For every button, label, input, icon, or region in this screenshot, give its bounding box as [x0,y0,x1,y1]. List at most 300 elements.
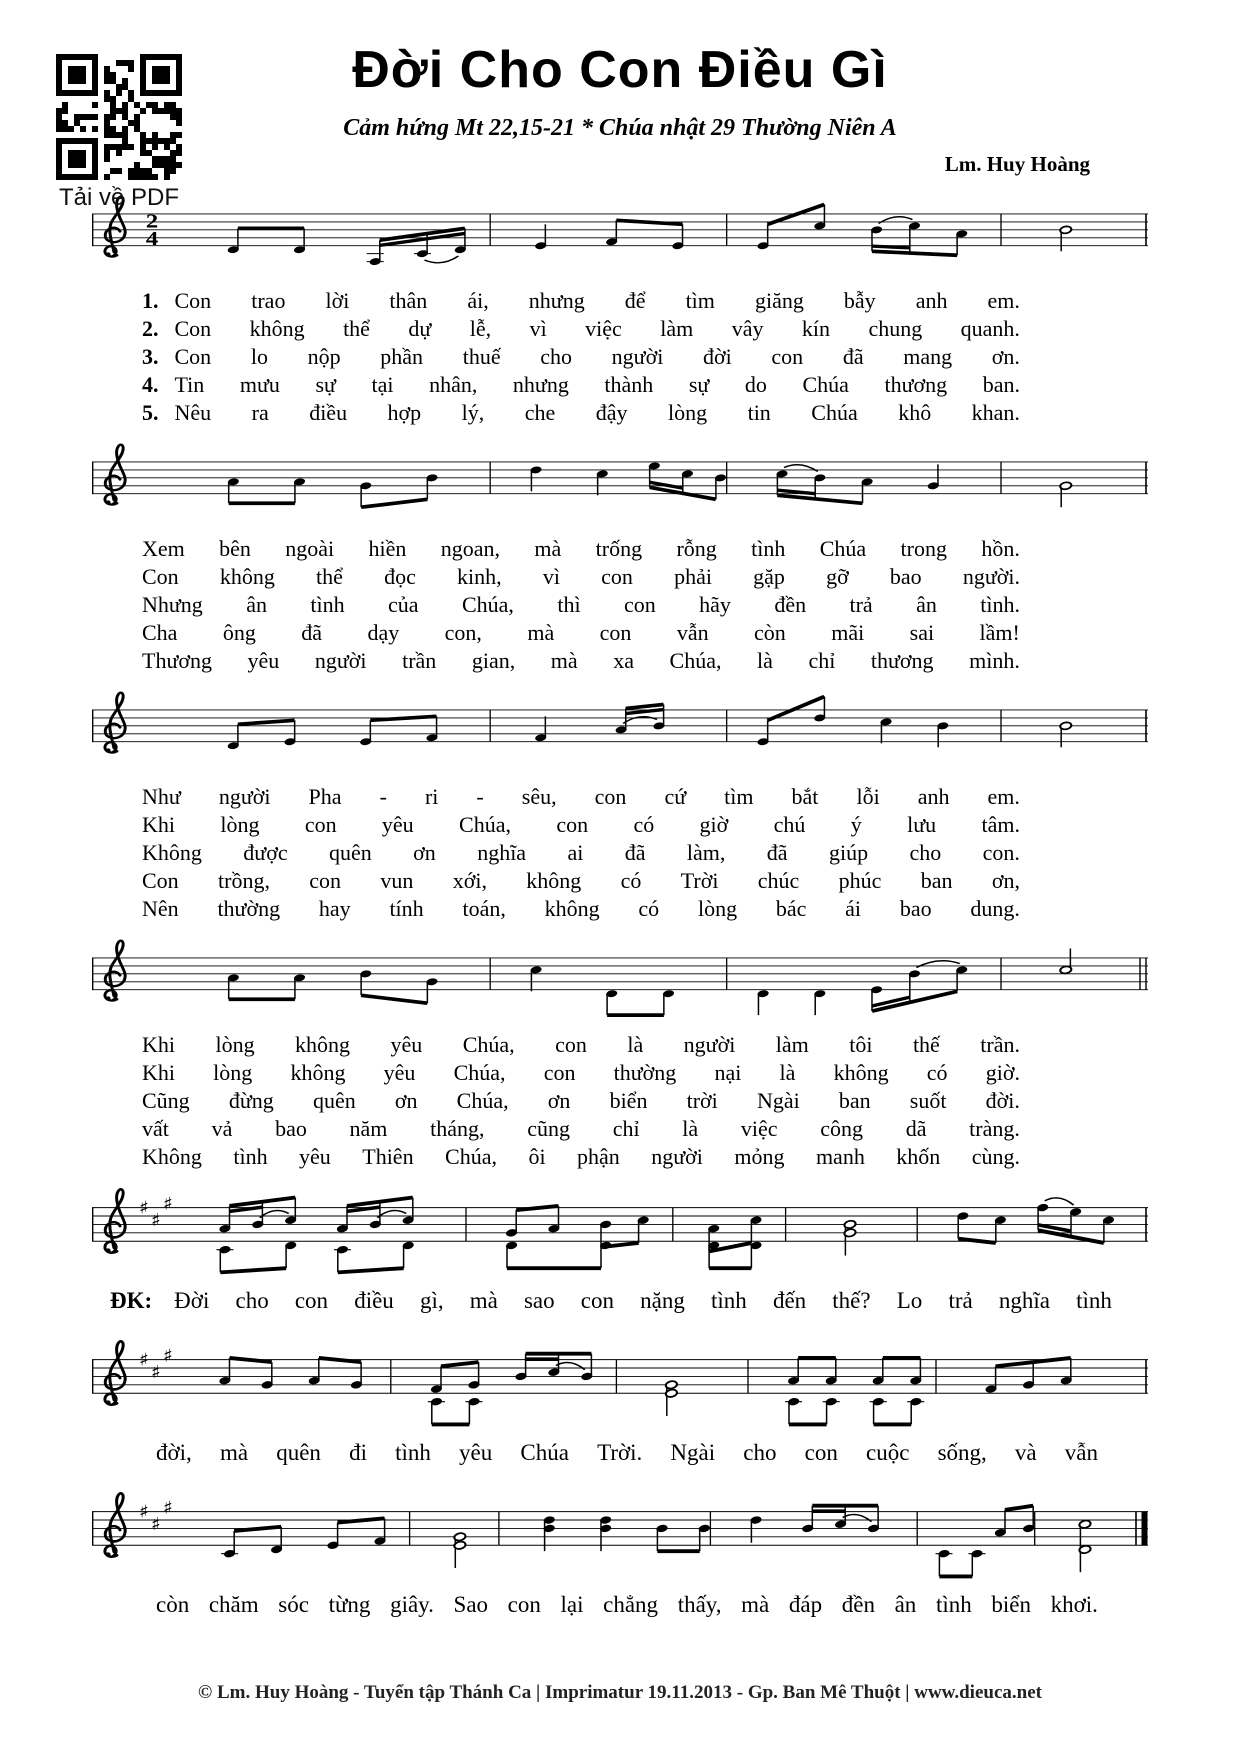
lyric-words [175,371,1021,399]
tie-slur [377,1211,406,1218]
lyric-words [142,535,1020,563]
lyric-word: giăng [754,288,804,314]
lyric-word: sự [688,372,710,398]
lyric-word: nặng [640,1288,685,1314]
lyric-word: ai [567,840,584,866]
lyric-word: đến [772,1288,807,1314]
lyric-word: Chúa, [461,592,514,618]
lyric-word: Sao [453,1592,489,1618]
lyric-word: nghĩa [477,840,527,866]
sharp-icon: ♯ [150,1209,162,1231]
lyric-line [142,563,1020,591]
lyric-word: Con [174,344,212,370]
lyric-words [142,1115,1020,1143]
lyric-word: làm [775,1032,809,1058]
lyric-words [156,1439,1098,1467]
lyric-line [142,619,1020,647]
lyric-line [142,1059,1020,1087]
lyric-word: Chúa [802,372,849,398]
lyric-word: cho [235,1288,269,1314]
lyric-word: cho [909,840,942,866]
treble-clef-icon [105,1493,125,1556]
lyric-word: ri [424,784,439,810]
lyric-word: không [833,1060,889,1086]
lyric-word: nghĩa [998,1288,1050,1314]
lyric-word: yêu [383,1060,416,1086]
lyric-word: không [544,896,600,922]
lyric-word: Chúa, [462,1032,515,1058]
lyric-line [142,1031,1020,1059]
lyric-word: của [388,592,419,618]
lyric-word: chỉ [808,648,836,674]
lyric-word: đừng [228,1088,274,1114]
lyric-word: trả [948,1288,973,1314]
lyric-word: hiền [368,536,407,562]
lyric-word: cứ [664,784,687,810]
lyric-word: lý, [461,400,485,426]
lyric-words [142,1031,1020,1059]
lyric-word: trần. [980,1032,1020,1058]
lyric-word: Thương [142,648,212,674]
lyric-word: ân [246,592,267,618]
lyric-word: đã [766,840,788,866]
lyric-word: ái [845,896,862,922]
sharp-icon: ♯ [162,1497,174,1519]
lyric-word: được [243,840,288,866]
lyric-word: ban [920,868,953,894]
music-system-4 [92,931,1148,1171]
lyric-word: quên [312,1088,356,1114]
lyric-word: con [623,592,656,618]
lyric-words [142,1059,1020,1087]
lyric-word: Con [142,564,179,590]
half-note [453,1532,466,1542]
lyric-word: thế? [832,1288,871,1314]
lyric-word: vun [380,868,414,894]
lyric-word: lời [325,288,350,314]
lyric-word: Chúa, [456,1088,509,1114]
lyric-line [142,343,1020,371]
treble-clef-icon [105,1189,125,1252]
lyric-words [142,563,1020,591]
lyric-word: tình [935,1592,972,1618]
lyric-word: chúc [757,868,800,894]
lyric-word: hồn. [981,536,1020,562]
lyric-line [142,591,1020,619]
lyric-word: trần [402,648,437,674]
lyric-word: gỡ [826,564,849,590]
lyric-word: Khi [142,1060,175,1086]
lyric-line [142,1087,1020,1115]
lyric-word: con [599,620,632,646]
lyric-line [142,315,1020,343]
lyric-word: thì [557,592,581,618]
lyric-word: Nhưng [142,592,203,618]
lyric-word: hợp [387,400,422,426]
composer-name: Lm. Huy Hoàng [944,152,1090,177]
lyric-words [142,839,1020,867]
lyric-word: nhân, [429,372,478,398]
music-systems [92,187,1148,1623]
staff-system-2 [92,435,1148,535]
lyric-word: chỉ [612,1116,640,1142]
lyric-word: bên [219,536,251,562]
lyric-word: dạy [367,620,400,646]
lyric-line [142,647,1020,675]
lyric-line [142,783,1020,811]
lyric-word: thường [613,1060,677,1086]
lyric-words [175,287,1021,315]
lyric-word: cho [743,1440,777,1466]
lyric-word: năm [349,1116,388,1142]
lyric-line [110,1287,1112,1319]
music-system-5 [92,1179,1148,1319]
lyric-word: tình [310,592,345,618]
lyric-word: toán, [462,896,506,922]
lyric-word: Tin [174,372,205,398]
lyric-word: xa [613,648,634,674]
half-note [1059,481,1072,490]
lyric-word: ban. [982,372,1020,398]
lyric-word: đời. [985,1088,1020,1114]
music-system-7 [92,1483,1148,1623]
lyric-word: anh [915,288,948,314]
lyric-word: đọc [384,564,416,590]
lyric-word: thế [912,1032,940,1058]
lyric-word: tại [371,372,394,398]
lyric-word: Cũng [142,1088,190,1114]
lyric-word: mang [903,344,953,370]
lyric-word: che [524,400,556,426]
treble-clef-icon [105,941,125,1001]
lyric-word: tình [751,536,786,562]
lyric-word: bao [275,1116,307,1142]
lyric-word: manh [815,1144,865,1170]
lyric-line [142,839,1020,867]
lyric-word: vì [529,316,547,342]
lyric-word: tin [747,400,771,426]
lyric-words [175,315,1021,343]
lyric-word: Không [142,1144,202,1170]
lyric-word: bao [899,896,932,922]
lyric-word: - [476,784,484,810]
lyric-word: ý [850,812,862,838]
lyric-word: tình [711,1288,747,1314]
staff-system-4 [92,931,1148,1031]
lyric-word: mà [550,648,578,674]
qr-download-block [56,54,182,212]
lyric-word: tâm. [981,812,1020,838]
lyric-word: Như [142,784,181,810]
lyric-word: trả [849,592,873,618]
lyric-word: đền [774,592,807,618]
lyric-word: con [804,1440,838,1466]
half-note [1078,1520,1091,1530]
lyric-word: vả [211,1116,233,1142]
lyric-word: Chúa [811,400,858,426]
lyric-word: tôi [849,1032,873,1058]
lyric-line [142,535,1020,563]
lyric-word: hay [318,896,351,922]
lyric-word: anh [917,784,950,810]
lyric-word: bẫy [843,288,876,314]
lyric-word: rỗng [676,536,717,562]
lyric-word: Chúa [520,1440,569,1466]
lyric-words [142,591,1020,619]
lyric-word: tràng. [969,1116,1020,1142]
lyric-word: cho [540,344,573,370]
qr-code[interactable] [56,54,182,180]
download-pdf-label[interactable]: Tải về PDF [58,184,180,211]
lyric-word: Chúa [819,536,867,562]
lyric-word: Nên [142,896,179,922]
lyric-word: nhưng [528,288,585,314]
lyric-word: con [580,1288,615,1314]
lyric-word: yêu [381,812,414,838]
lyric-word: thuế [462,344,501,370]
lyric-word: đã [624,840,646,866]
lyric-word: khốn [896,1144,941,1170]
lyric-word: tháng, [430,1116,485,1142]
lyric-word: người [218,784,271,810]
lyric-word: nại [714,1060,742,1086]
lyric-word: con [601,564,633,590]
lyric-word: người [611,344,664,370]
lyric-word: chú [773,812,806,838]
lyric-word: đi [349,1440,367,1466]
lyric-word: em. [987,288,1020,314]
music-system-3 [92,683,1148,923]
lyric-word: thân [389,288,428,314]
lyric-word: mà [527,620,555,646]
lyric-word: ơn [547,1088,571,1114]
lyric-word: Nêu [174,400,212,426]
lyric-word: có [633,812,655,838]
lyric-word: dã [905,1116,927,1142]
music-system-2 [92,435,1148,675]
lyric-words [142,1143,1020,1171]
lyric-word: lòng [213,1060,253,1086]
lyric-word: con [594,784,627,810]
lyric-word: Con [174,316,212,342]
lyric-word: giờ. [985,1060,1020,1086]
lyric-word: người [651,1144,703,1170]
staff-system-7 [92,1483,1148,1589]
verse-number: 2. [142,316,159,342]
lyric-line [142,895,1020,923]
tie-slur [425,256,459,263]
lyric-word: lòng [220,812,260,838]
lyric-word: không [526,868,582,894]
lyric-word: chăm [208,1592,259,1618]
song-subtitle: Cảm hứng Mt 22,15-21 * Chúa nhật 29 Thường Niên A [343,115,897,142]
half-note [843,1220,856,1230]
lyric-word: ngoài [285,536,335,562]
lyric-word: trong [900,536,947,562]
lyric-word: trời [686,1088,718,1114]
lyric-word: Con [174,288,212,314]
lyric-words [175,343,1021,371]
lyric-word: tình. [980,592,1020,618]
lyric-line [142,399,1020,427]
lyric-word: lưu [907,812,937,838]
lyric-words [142,783,1020,811]
staff-system-6 [92,1331,1148,1437]
lyric-word: không [219,564,275,590]
lyric-words [142,895,1020,923]
lyric-word: bao [889,564,922,590]
lyric-word: con [555,1032,587,1058]
lyric-word: tình [395,1440,431,1466]
lyric-word: còn [156,1592,190,1618]
lyric-word: Lo [896,1288,923,1314]
lyric-word: đã [301,620,323,646]
lyric-word: Cha [142,620,178,646]
lyric-word: ơn [413,840,436,866]
lyric-word: giây. [390,1592,434,1618]
lyric-word: có [620,868,642,894]
lyric-words [142,647,1020,675]
lyric-word: thường [217,896,281,922]
lyric-word: dự [408,316,432,342]
lyric-word: ngoan, [440,536,501,562]
half-note [1059,966,1072,975]
refrain-label: ĐK: [110,1288,153,1314]
lyric-word: thể [343,316,370,342]
lyric-word: Thiên [362,1144,414,1170]
lyric-word: từng [328,1592,371,1618]
lyric-word: biển [991,1592,1031,1618]
lyric-word: yêu [459,1440,493,1466]
lyric-word: hãy [699,592,731,618]
lyric-word: Ngài [756,1088,800,1114]
lyric-line [142,1143,1020,1171]
lyric-word: có [926,1060,948,1086]
lyric-word: Khi [142,812,175,838]
staff-system-5 [92,1179,1148,1285]
sharp-icon: ♯ [162,1345,174,1367]
lyric-word: lỗi [856,784,880,810]
lyric-word: gặp [753,564,785,590]
lyric-word: mà [219,1440,249,1466]
lyric-word: quên [329,840,372,866]
lyric-line [142,811,1020,839]
lyric-word: vây [731,316,764,342]
lyric-word: mà [534,536,562,562]
tie-slur [784,465,818,472]
lyric-word: lòng [667,400,708,426]
verse-number: 1. [142,288,159,314]
footer-credit: © Lm. Huy Hoàng - Tuyển tập Thánh Ca | Imprimatur 19.11.2013 - Gp. Ban Mê Thuột | www.dieuca.net [198,1682,1042,1703]
lyric-word: mà [741,1592,770,1618]
lyric-word: gian, [471,648,516,674]
lyric-word: làm [660,316,694,342]
lyric-line [142,287,1020,315]
lyric-word: em. [987,784,1020,810]
lyric-word: là [757,648,773,674]
verse-number: 4. [142,372,159,398]
lyric-word: là [682,1116,699,1142]
half-note [665,1380,678,1390]
lyric-word: ân [916,592,937,618]
lyric-word: - [379,784,387,810]
lyric-word: vẫn [1064,1440,1098,1466]
lyric-word: mưu [239,372,280,398]
lyric-word: làm, [686,840,726,866]
lyric-word: khơi. [1050,1592,1098,1618]
lyric-word: sự [315,372,336,398]
lyric-word: tính [389,896,424,922]
lyric-line [142,867,1020,895]
lyric-line [156,1439,1098,1471]
staff-system-3 [92,683,1148,783]
lyric-word: biển [609,1088,648,1114]
tie-slur [879,217,913,224]
lyric-word: con, [444,620,482,646]
tie-slur [556,1363,585,1370]
lyric-words [142,1087,1020,1115]
lyric-word: giúp [828,840,869,866]
tie-slur [260,1211,289,1218]
lyric-words [142,867,1020,895]
lyric-word: xới, [452,868,487,894]
lyric-word: con [304,812,337,838]
lyric-words [142,619,1020,647]
lyric-word: con [294,1288,329,1314]
lyric-word: còn [754,620,786,646]
lyric-word: tình [233,1144,268,1170]
lyric-word: ơn, [991,868,1020,894]
lyric-word: ơn [394,1088,418,1114]
lyric-word: cuộc [866,1440,910,1466]
lyric-word: không [290,1060,346,1086]
lyric-word: con [556,812,589,838]
lyric-word: sao [523,1288,555,1314]
staff-system-1 [92,187,1148,287]
lyric-word: Ngài [670,1440,716,1466]
treble-clef-icon [105,693,125,753]
lyric-word: phải [674,564,712,590]
lyric-word: Trời [680,868,719,894]
lyric-word: con. [982,840,1020,866]
lyric-word: lòng [697,896,738,922]
lyric-word: Khi [142,1032,175,1058]
lyric-word: vẫn [676,620,709,646]
lyric-word: trồng, [218,868,270,894]
lyric-word: đời, [156,1440,192,1466]
lyric-word: và [1014,1440,1037,1466]
lyric-word: không [249,316,305,342]
treble-clef-icon [105,445,125,505]
time-signature: 2 [145,210,159,233]
lyric-word: đền [841,1592,875,1618]
lyric-word: công [820,1116,863,1142]
lyric-word: khan. [971,400,1020,426]
lyric-word: thể [316,564,343,590]
lyric-word: sai [909,620,935,646]
lyric-word: bác [775,896,807,922]
lyric-word: nộp [307,344,341,370]
lyric-word: là [627,1032,644,1058]
lyric-word: con [771,344,804,370]
lyric-word: người. [962,564,1020,590]
lyric-word: lo [250,344,268,370]
lyric-word: có [638,896,660,922]
lyric-word: ân [894,1592,917,1618]
verse-number: 3. [142,344,159,370]
lyric-words [142,811,1020,839]
lyric-word: tìm [724,784,754,810]
